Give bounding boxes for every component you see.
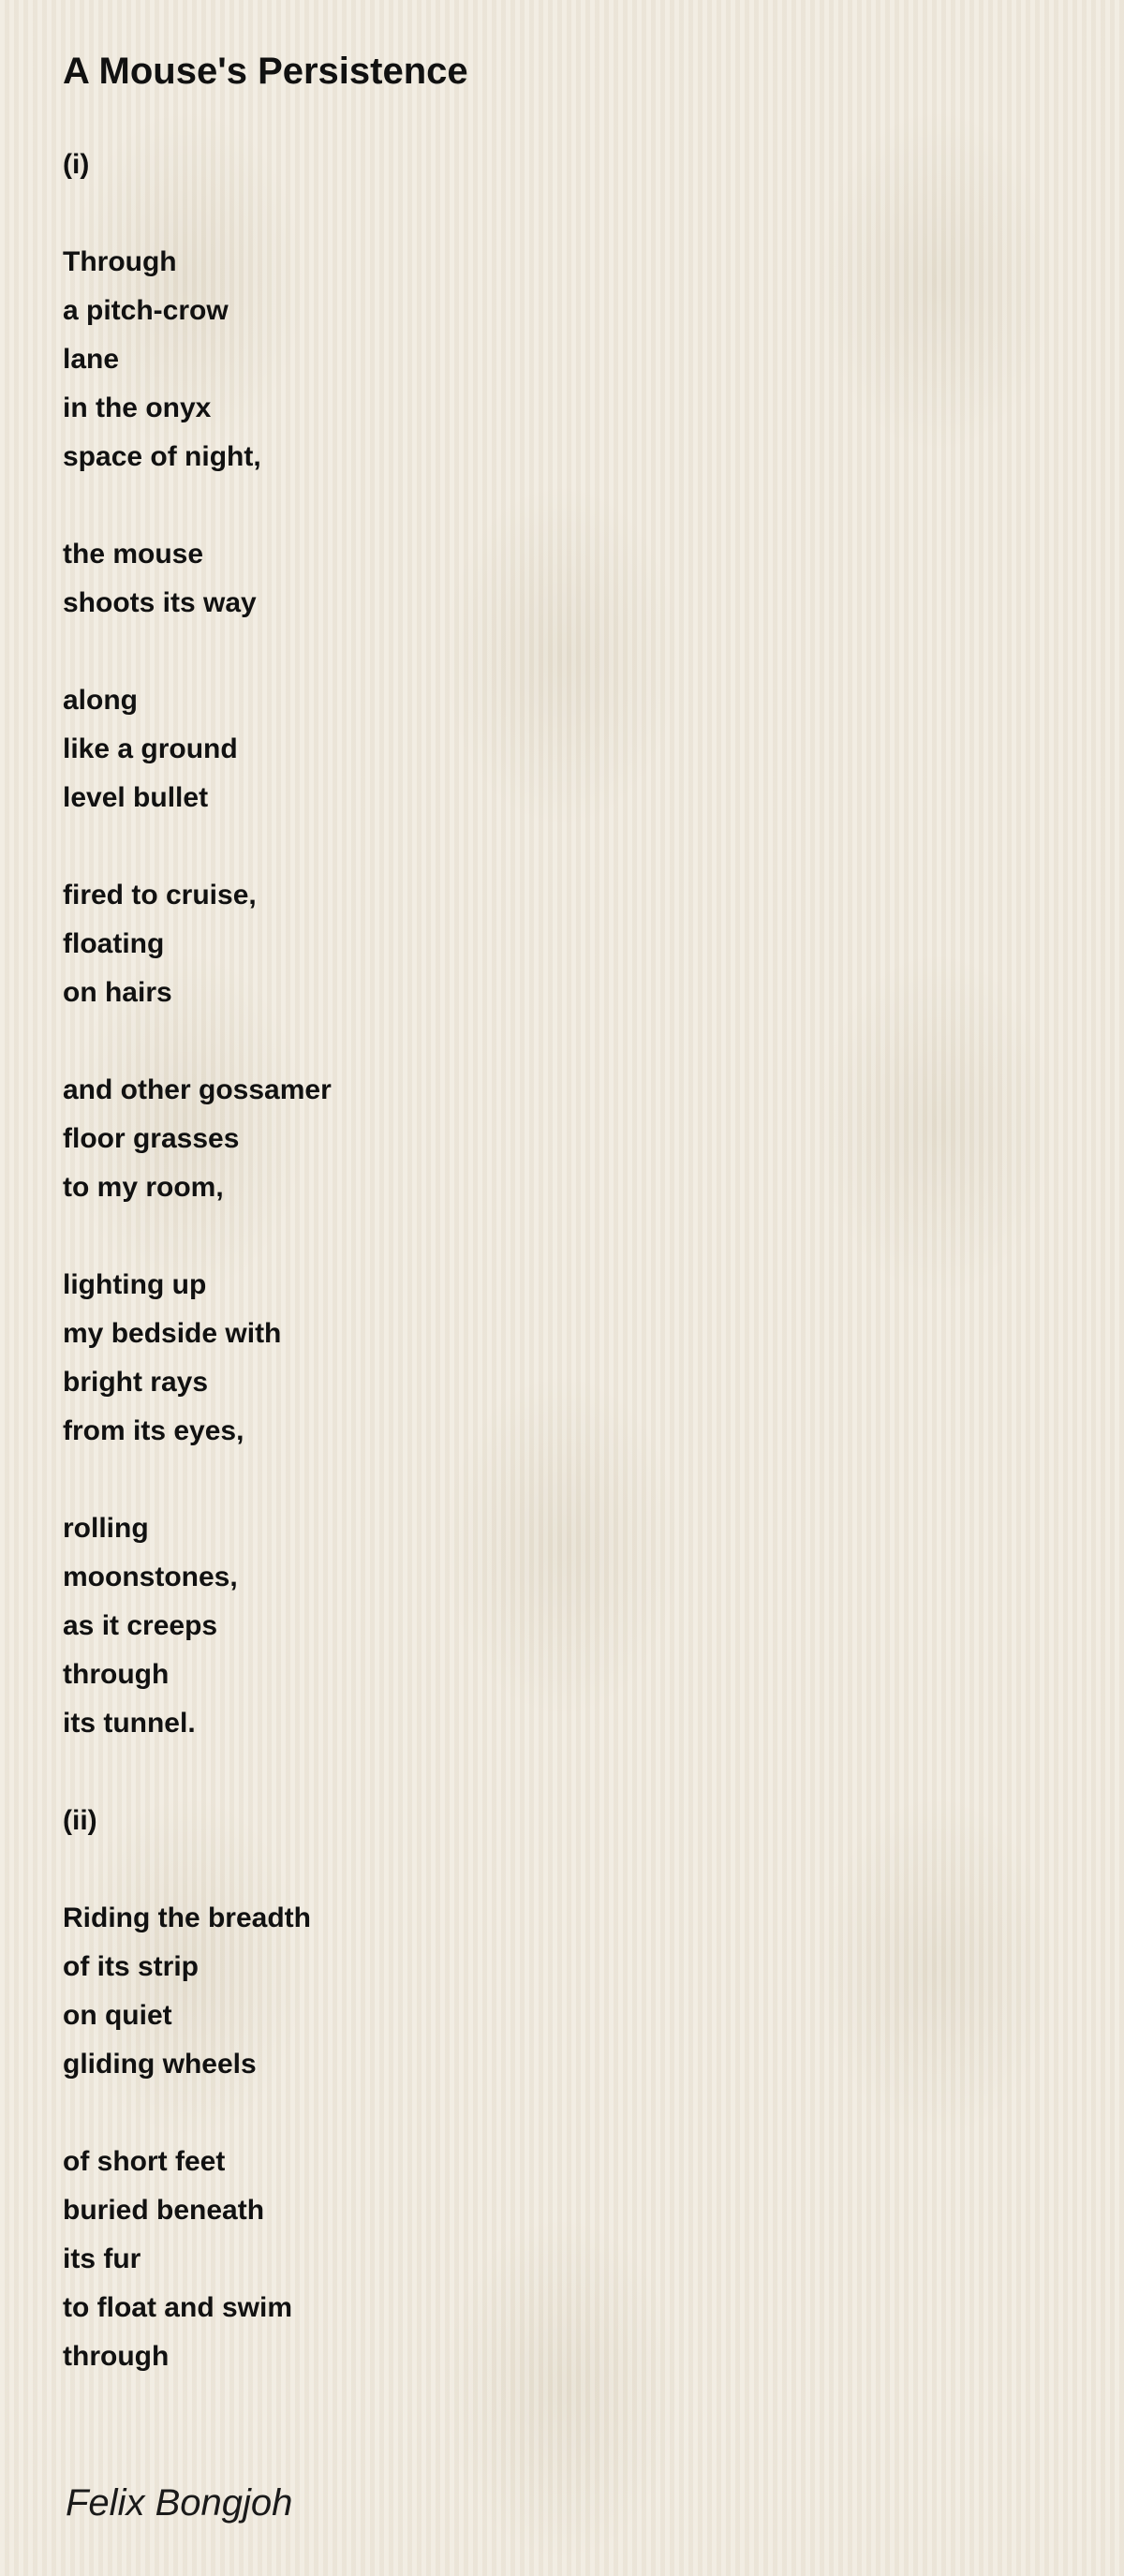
poem-line: its tunnel. bbox=[63, 1708, 196, 1739]
poem-line: rolling bbox=[63, 1513, 149, 1544]
poem-line: of short feet bbox=[63, 2146, 226, 2177]
poem-stanza bbox=[63, 2138, 1074, 2381]
poem-line: (ii) bbox=[63, 1805, 97, 1836]
poem-line: like a ground bbox=[63, 733, 238, 764]
poem-line: along bbox=[63, 685, 138, 716]
poem-author[interactable]: Felix Bongjoh bbox=[66, 2482, 293, 2524]
poem-stanza bbox=[63, 676, 1074, 822]
poem-line: as it creeps bbox=[63, 1610, 218, 1641]
poem-line: Riding the breadth bbox=[63, 1902, 311, 1933]
poem-line: its fur bbox=[63, 2243, 141, 2274]
poem-stanza bbox=[63, 1504, 1074, 1748]
poem-stanza bbox=[63, 1066, 1074, 1212]
poem-line: and other gossamer bbox=[63, 1074, 332, 1105]
poem-line: Through bbox=[63, 246, 177, 277]
poem-line: bright rays bbox=[63, 1367, 209, 1398]
poem-line: buried beneath bbox=[63, 2195, 265, 2226]
poem-line: of its strip bbox=[63, 1951, 200, 1982]
poem-stanza bbox=[63, 1797, 1074, 1845]
poem-line: through bbox=[63, 2341, 170, 2372]
poem-line: in the onyx bbox=[63, 392, 212, 423]
poem-stanza bbox=[63, 238, 1074, 481]
poem-stanza bbox=[63, 1261, 1074, 1456]
poem-page bbox=[63, 47, 1074, 2430]
poem-line: level bullet bbox=[63, 782, 209, 813]
poem-line: through bbox=[63, 1659, 170, 1690]
poem-line: floating bbox=[63, 928, 165, 959]
poem-line: from its eyes, bbox=[63, 1415, 244, 1446]
poem-line: to my room, bbox=[63, 1172, 224, 1203]
poem-stanza bbox=[63, 871, 1074, 1017]
poem-line: (i) bbox=[63, 149, 90, 180]
poem-line: fired to cruise, bbox=[63, 880, 257, 910]
poem-line: lane bbox=[63, 344, 120, 375]
poem-line: the mouse bbox=[63, 539, 204, 570]
poem-line: shoots its way bbox=[63, 587, 257, 618]
poem-line: to float and swim bbox=[63, 2292, 293, 2323]
poem-line: a pitch-crow bbox=[63, 295, 229, 326]
poem-stanza bbox=[63, 141, 1074, 189]
poem-line: my bedside with bbox=[63, 1318, 282, 1349]
poem-stanza bbox=[63, 530, 1074, 628]
poem-stanza bbox=[63, 1894, 1074, 2089]
poem-line: moonstones, bbox=[63, 1562, 238, 1592]
poem-line: space of night, bbox=[63, 441, 261, 472]
poem-line: on quiet bbox=[63, 2000, 172, 2031]
poem-line: lighting up bbox=[63, 1269, 207, 1300]
poem-line: on hairs bbox=[63, 977, 172, 1008]
poem-body bbox=[63, 141, 1074, 2381]
poem-line: floor grasses bbox=[63, 1123, 240, 1154]
poem-line: gliding wheels bbox=[63, 2049, 257, 2080]
poem-title: A Mouse's Persistence bbox=[63, 51, 468, 92]
